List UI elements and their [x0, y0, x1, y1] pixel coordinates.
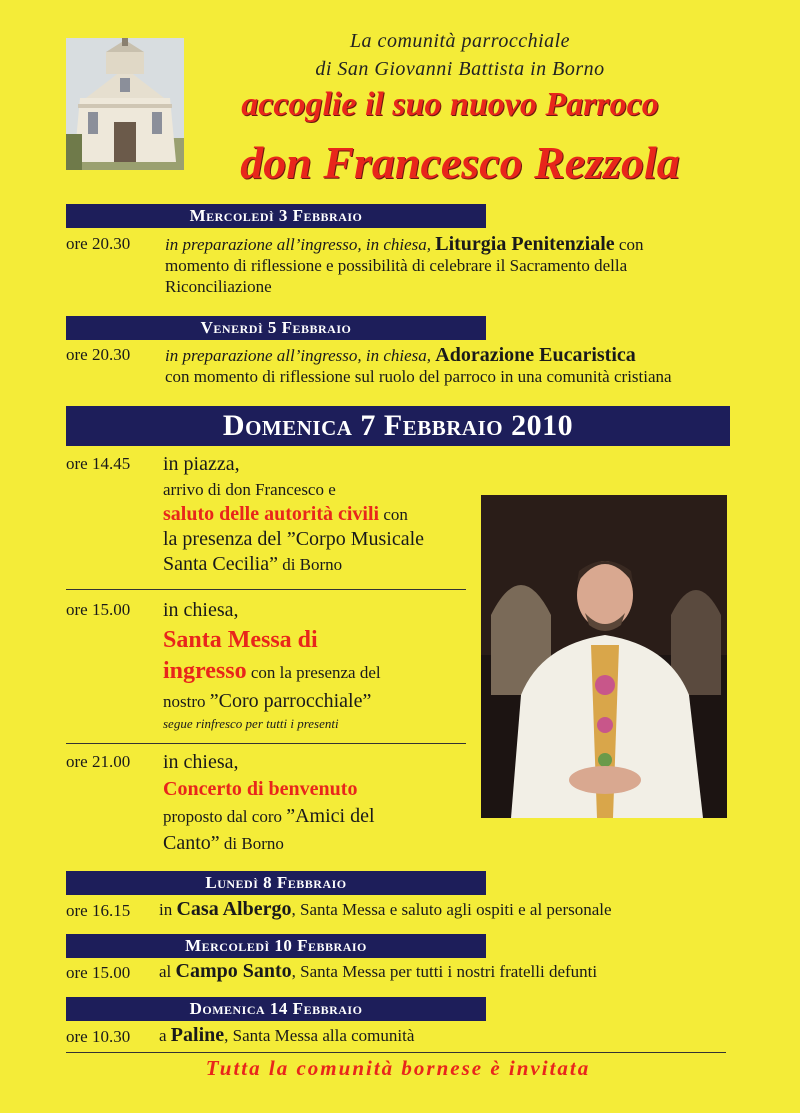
headline-new-parroco: accoglie il suo nuovo Parroco [241, 86, 659, 123]
divider-footer [66, 1052, 726, 1053]
time-ev1: ore 14.45 [66, 454, 131, 473]
time-day2: ore 20.30 [66, 345, 131, 364]
church-image [66, 38, 184, 170]
intro-line-2: di San Giovanni Battista in Borno [315, 58, 605, 80]
time-day6: ore 10.30 [66, 1027, 131, 1046]
date-bar-day6: Domenica 14 Febbraio [66, 997, 486, 1021]
divider-2 [66, 743, 466, 744]
event-day6: a Paline, Santa Messa alla comunità [159, 1024, 415, 1046]
intro-line-1: La comunità parrocchiale [349, 30, 571, 52]
time-ev2: ore 15.00 [66, 600, 131, 619]
event-ev2: in chiesa, Santa Messa di ingresso con la presenza del nostro ”Coro parrocchiale” segue rinfresco per tutti i presenti [163, 599, 381, 731]
date-bar-day5: Mercoledì 10 Febbraio [66, 934, 486, 958]
event-day1: in preparazione all’ingresso, in chiesa, Liturgia Penitenziale con momento di riflessione e possibilità di celebrare il Sacramento della Riconciliazione [165, 233, 644, 296]
date-bar-day1: Mercoledì 3 Febbraio [66, 204, 486, 228]
event-day5: al Campo Santo, Santa Messa per tutti i nostri fratelli defunti [159, 960, 598, 982]
event-day2: in preparazione all’ingresso, in chiesa, Adorazione Eucaristica con momento di riflessione sul ruolo del parroco in una comunità cristiana [165, 344, 672, 386]
event-ev3: in chiesa, Concerto di benvenuto proposto dal coro ”Amici del Canto” di Borno [163, 751, 375, 854]
date-bar-main: Domenica 7 Febbraio 2010 [66, 406, 730, 446]
divider-1 [66, 589, 466, 590]
date-bar-day4: Lunedì 8 Febbraio [66, 871, 486, 895]
headline-priest-name: don Francesco Rezzola [240, 137, 680, 188]
time-ev3: ore 21.00 [66, 752, 131, 771]
footer-invitation: Tutta la comunità bornese è invitata [205, 1056, 591, 1080]
time-day4: ore 16.15 [66, 901, 131, 920]
event-day4: in Casa Albergo, Santa Messa e saluto agli ospiti e al personale [159, 898, 612, 920]
time-day1: ore 20.30 [66, 234, 131, 253]
priest-photo [481, 495, 727, 818]
event-ev1: in piazza, arrivo di don Francesco e saluto delle autorità civili con la presenza del ”Corpo Musicale Santa Cecilia” di Borno [163, 453, 425, 575]
time-day5: ore 15.00 [66, 963, 131, 982]
date-bar-day2: Venerdì 5 Febbraio [66, 316, 486, 340]
